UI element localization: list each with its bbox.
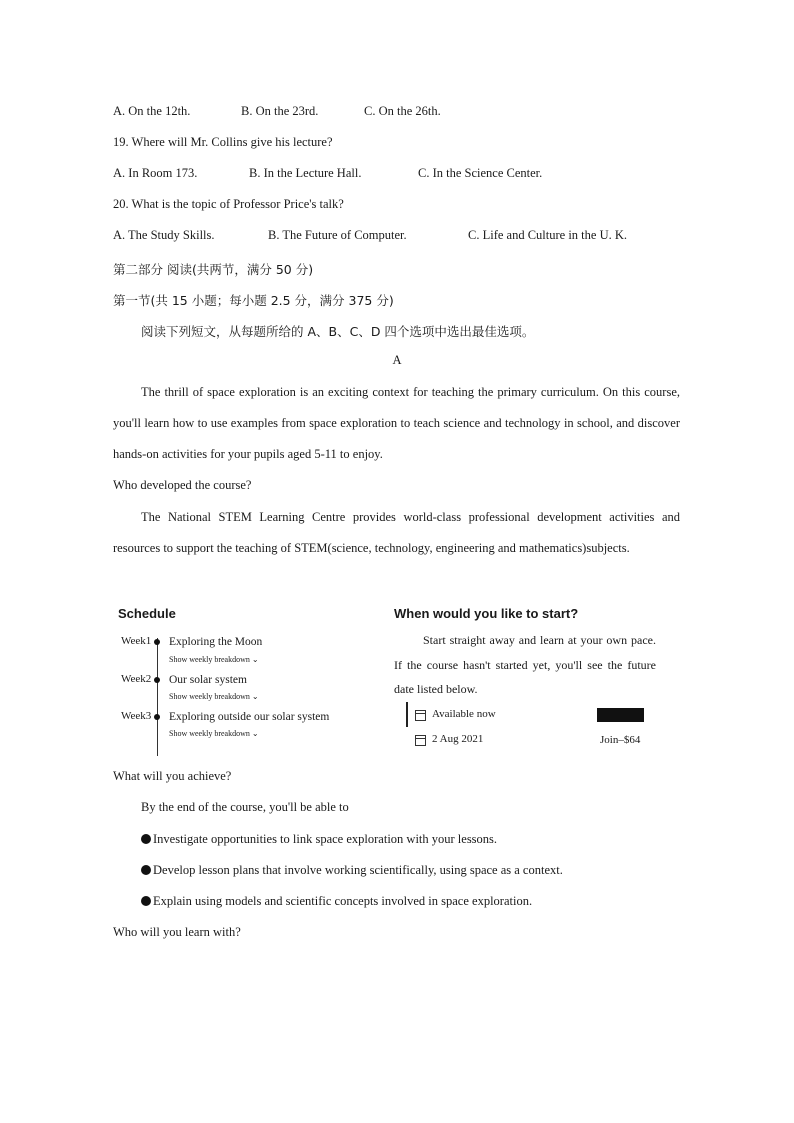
redacted-box [597,708,644,722]
q20-option-a: A. The Study Skills. [113,228,215,242]
q18-options [113,104,441,119]
q19-options [113,166,542,181]
subsection-heading: 第一节(共 15 小题；每小题 2.5 分，满分 375 分) [113,293,394,308]
start-title: When would you like to start? [394,606,579,621]
start-date-option[interactable]: 2 Aug 2021 [432,733,484,745]
weekly-breakdown-toggle[interactable]: Show weekly breakdown ⌄ [169,692,259,701]
heading-achieve: What will you achieve? [113,769,232,783]
list-item-text: Investigate opportunities to link space exploration with your lessons. [153,832,498,846]
paragraph-intro: The thrill of space exploration is an exciting context for teaching the primary curriculum. On this course, you'll learn how to use examples from space exploration to teach science and technology in school, and discover hands-on activities for your pupils aged 5-11 to enjoy. [113,385,680,461]
instruction: 阅读下列短文，从每题所给的 A、B、C、D 四个选项中选出最佳选项。 [141,324,535,339]
week-title: Our solar system [169,674,247,686]
timeline-dot [154,714,160,720]
list-item [141,894,532,909]
schedule-panel [118,606,358,756]
calendar-icon [415,735,426,746]
calendar-icon [415,710,426,721]
list-item [141,863,563,878]
q19-question: 19. Where will Mr. Collins give his lecture? [113,135,333,149]
bullet-icon [141,896,151,906]
week-title: Exploring outside our solar system [169,711,330,723]
list-item-text: Develop lesson plans that involve working scientifically, using space as a context. [153,863,563,877]
week-label: Week2 [121,673,152,685]
timeline-dot [154,639,160,645]
section-heading: 第二部分 阅读(共两节，满分 50 分) [113,262,314,277]
q20-option-b: B. The Future of Computer. [268,228,407,242]
q18-option-a: A. On the 12th. [113,104,191,118]
bullet-icon [141,834,151,844]
join-price[interactable]: Join–$64 [600,734,641,746]
heading-learn: Who will you learn with? [113,925,241,939]
heading-developed: Who developed the course? [113,478,252,492]
weekly-breakdown-toggle[interactable]: Show weekly breakdown ⌄ [169,729,259,738]
q18-option-b: B. On the 23rd. [241,104,319,118]
list-item-text: Explain using models and scientific concepts involved in space exploration. [153,894,533,908]
schedule-title: Schedule [118,606,176,621]
week-title: Exploring the Moon [169,636,263,648]
q18-option-c: C. On the 26th. [364,104,441,118]
q19-option-b: B. In the Lecture Hall. [249,166,362,180]
list-item [141,832,497,847]
paragraph-stem: The National STEM Learning Centre provides world-class professional development activities and resources to support the teaching of STEM(science, technology, engineering and mathematics)subjects. [113,510,680,555]
q20-question: 20. What is the topic of Professor Price's talk? [113,197,344,211]
start-panel [394,606,664,756]
available-now-option[interactable]: Available now [432,708,496,720]
timeline-line [157,638,158,756]
q19-option-a: A. In Room 173. [113,166,198,180]
q19-option-c: C. In the Science Center. [418,166,543,180]
bullet-icon [141,865,151,875]
selection-bar [406,702,408,727]
start-text: Start straight away and learn at your own pace. If the course hasn't started yet, you'll see the future date listed below. [394,633,656,696]
q20-options [113,228,627,243]
passage-label: A [392,353,402,367]
week-label: Week1 [121,635,152,647]
timeline-dot [154,677,160,683]
achieve-intro: By the end of the course, you'll be able to [141,800,349,814]
week-label: Week3 [121,710,152,722]
q20-option-c: C. Life and Culture in the U. K. [468,228,627,242]
weekly-breakdown-toggle[interactable]: Show weekly breakdown ⌄ [169,655,259,664]
